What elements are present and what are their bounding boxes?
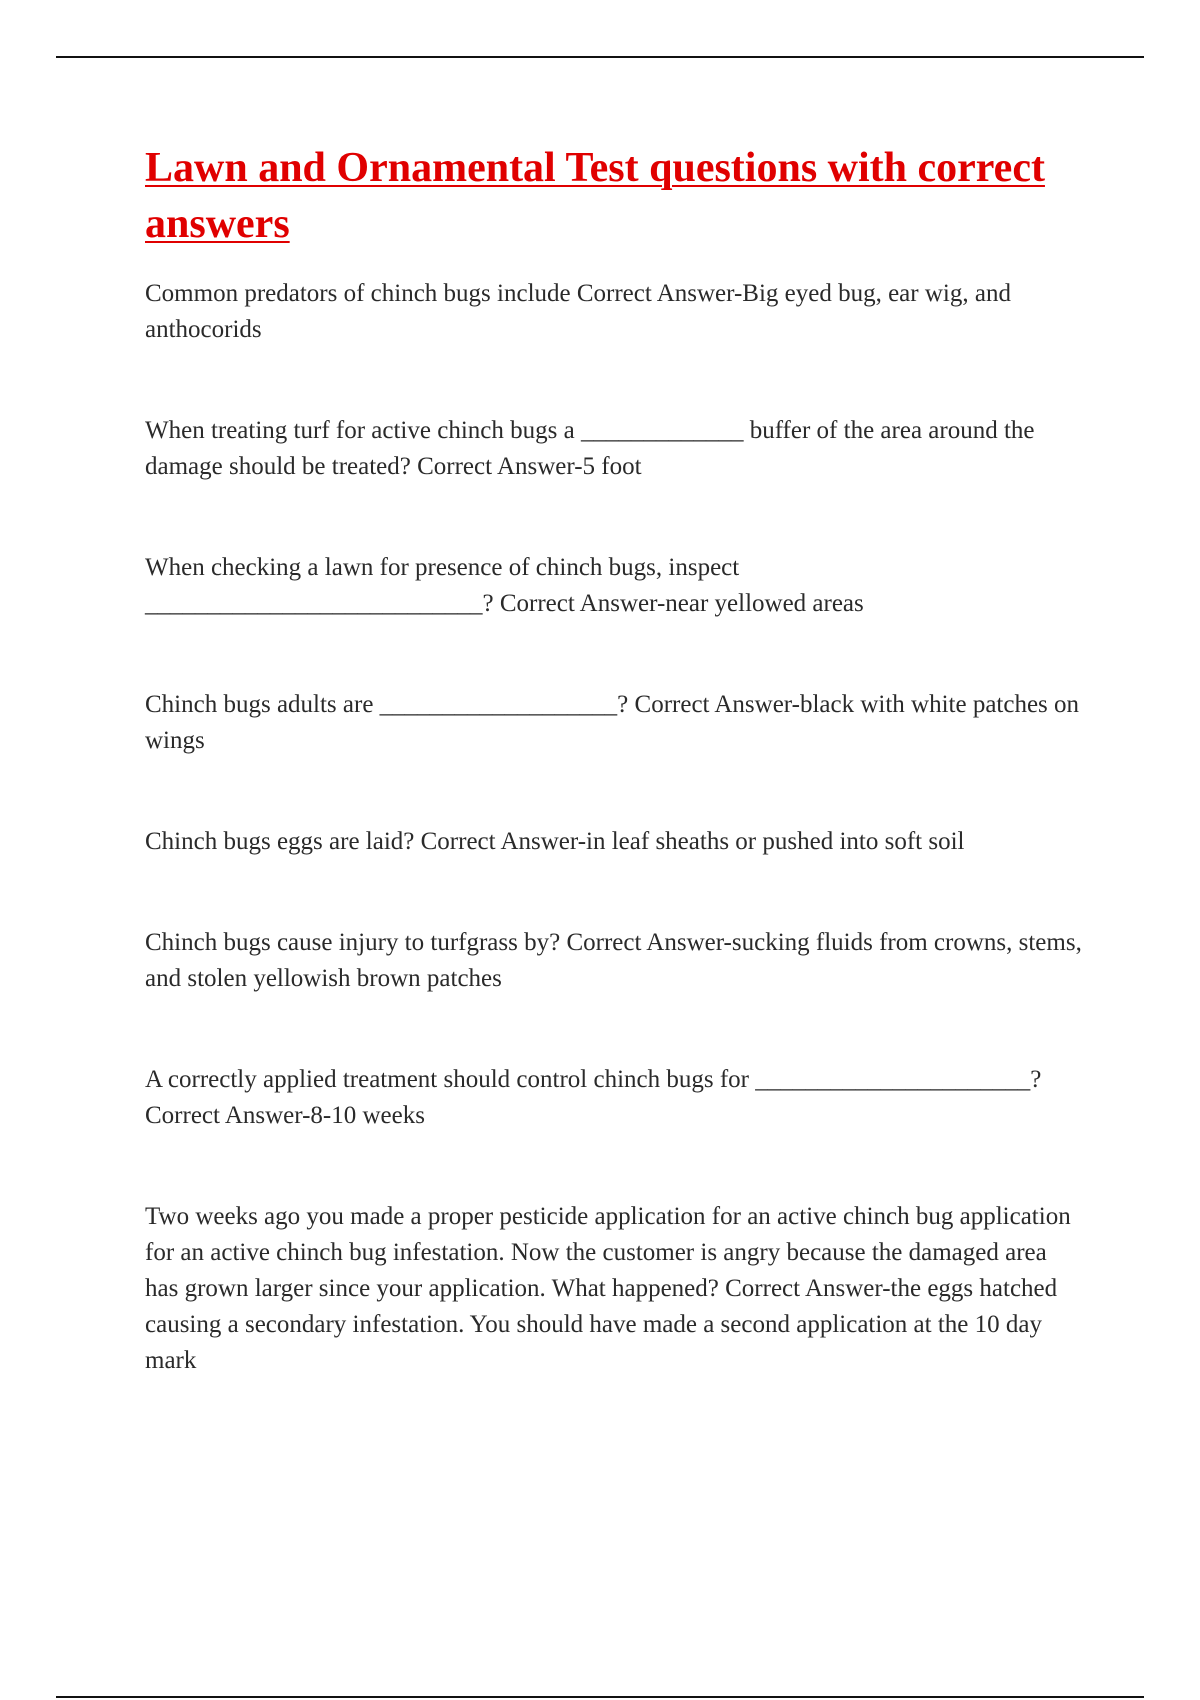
qa-item: Chinch bugs cause injury to turfgrass by? Correct Answer-sucking fluids from crowns, stems, and stolen yellowish brown patches: [145, 929, 1089, 992]
qa-item: A correctly applied treatment should control chinch bugs for ______________________? Correct Answer-8-10 weeks: [145, 1066, 1048, 1129]
qa-item: Two weeks ago you made a proper pesticide application for an active chinch bug application for an active chinch bug infestation. Now the customer is angry because the damaged area has grown larger since your application. What happened? Correct Answer-the eggs hatched causing a secondary infestation. You should have made a second application at the 10 day mark: [145, 1203, 1077, 1374]
qa-item: Chinch bugs adults are ___________________? Correct Answer-black with white patches on wings: [145, 691, 1086, 754]
document-body: [145, 140, 1089, 1379]
qa-item: When checking a lawn for presence of chinch bugs, inspect ___________________________? Correct Answer-near yellowed areas: [145, 554, 864, 617]
qa-item: When treating turf for active chinch bugs a _____________ buffer of the area around the damage should be treated? Correct Answer-5 foot: [145, 417, 1041, 480]
qa-item: Common predators of chinch bugs include Correct Answer-Big eyed bug, ear wig, and anthocorids: [145, 280, 1018, 343]
qa-item: Chinch bugs eggs are laid? Correct Answer-in leaf sheaths or pushed into soft soil: [145, 828, 965, 855]
header-rule: [56, 56, 1144, 58]
footer-rule: [56, 1696, 1144, 1698]
document-title: Lawn and Ornamental Test questions with correct answers: [145, 145, 1045, 247]
